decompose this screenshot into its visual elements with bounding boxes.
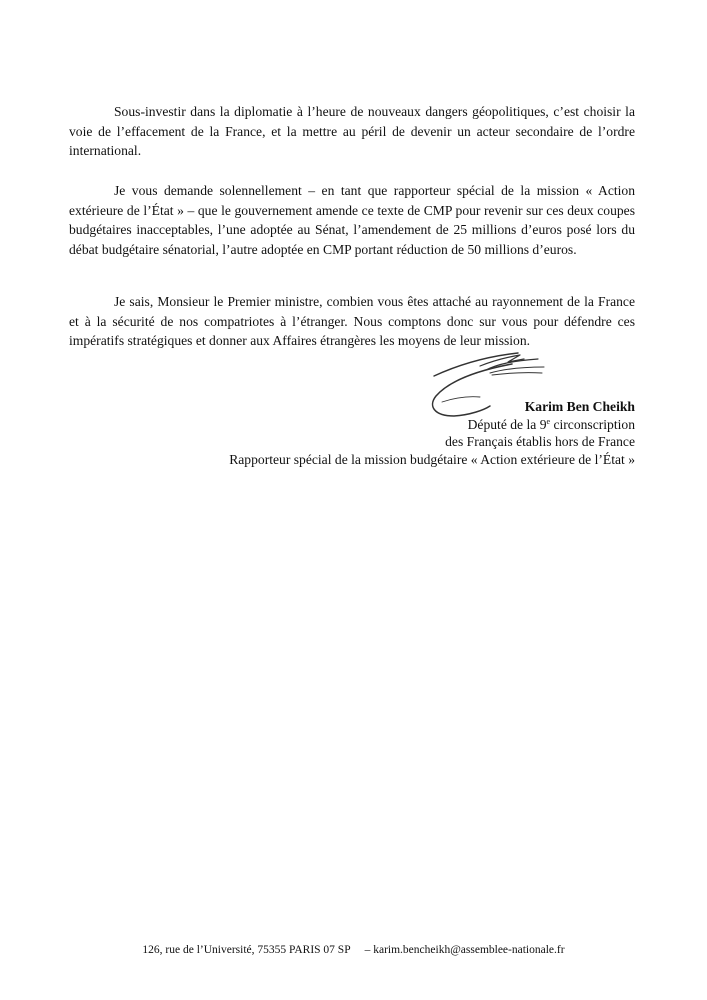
ordinal-superscript: e — [546, 416, 551, 426]
footer-dash: – — [364, 944, 371, 956]
signatory-name: Karim Ben Cheikh — [524, 399, 635, 414]
title-line1-suffix: circonscription — [550, 416, 635, 432]
signatory-title-line3: Rapporteur spécial de la mission budgétaire « Action extérieure de l’État » — [229, 451, 635, 467]
paragraph-diplomacy: Sous-investir dans la diplomatie à l’heure de nouveaux dangers géopolitiques, c’est choisir la voie de l’effacement de la France, et la mettre au péril de devenir un acteur secondaire de l’ordre international. — [69, 104, 635, 159]
paragraph-request: Je vous demande solennellement – en tant que rapporteur spécial de la mission « Action extérieure de l’État » – que le gouvernement amende ce texte de CMP pour revenir sur ces deux coupes budgétaires inacceptables, l’une adoptée au Sénat, l’amendement de 25 millions d’euros posé lors du débat budgétaire sénatorial, l’autre adoptée en CMP portant réduction de 50 millions d’euros. — [69, 183, 635, 257]
signatory-title-line1 — [229, 416, 635, 434]
footer-address: 126, rue de l’Université, 75355 PARIS 07 SP — [142, 944, 351, 956]
title-line1-prefix: Député de la 9 — [467, 416, 547, 432]
footer-email: karim.bencheikh@assemblee-nationale.fr — [373, 944, 565, 956]
signature-block — [229, 398, 635, 468]
signatory-title-line2: des Français établis hors de France — [445, 434, 635, 449]
footer — [0, 944, 707, 956]
paragraph-closing: Je sais, Monsieur le Premier ministre, combien vous êtes attaché au rayonnement de la France et à la sécurité de nos compatriotes à l’étranger. Nous comptons donc sur vous pour défendre ces impératifs stratégiques et donner aux Affaires étrangères les moyens de leur mission. — [69, 294, 635, 349]
